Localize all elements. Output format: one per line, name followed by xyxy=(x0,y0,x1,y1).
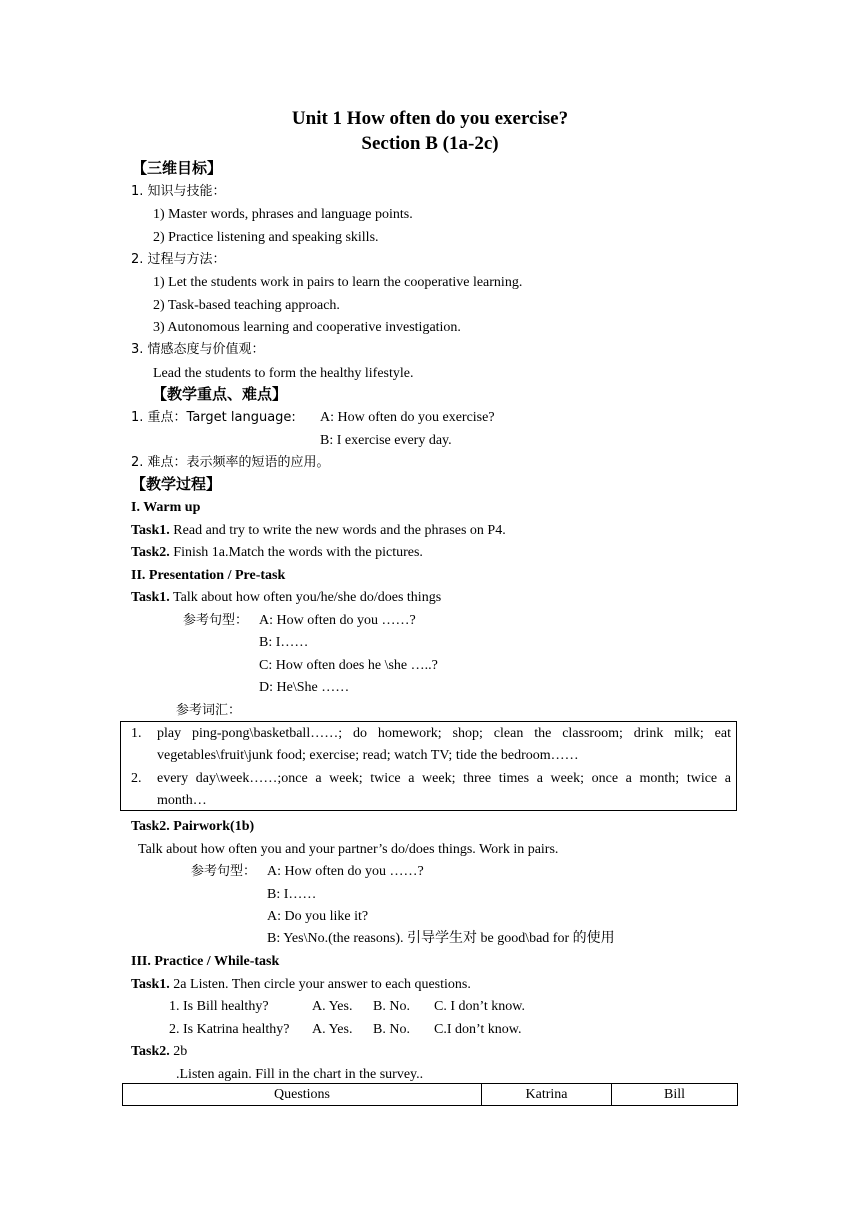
survey-table xyxy=(122,1083,738,1106)
task-text: 2a Listen. Then circle your answer to each questions. xyxy=(169,977,471,992)
vocab-item xyxy=(131,723,731,746)
vocab-number: 2. xyxy=(131,771,142,786)
column-header-bill: Bill xyxy=(612,1084,738,1106)
ref-sentence: A: Do you like it? xyxy=(267,909,369,924)
objectives-heading: 【三维目标】 xyxy=(132,159,223,177)
ref-sentence: B: I…… xyxy=(259,635,309,650)
practice-task1 xyxy=(131,975,471,995)
vocab-line: play ping-pong\basketball……; do homework; shop; clean the classroom; drink milk; eat xyxy=(157,726,731,741)
task-text: Talk about how often you/he/she do/does things xyxy=(169,590,442,605)
task-label: Task1. xyxy=(131,590,170,605)
process-method-label: 2. 过程与方法： xyxy=(131,252,226,267)
answer-option: A. Yes. xyxy=(312,1022,353,1037)
key-points-heading: 【教学重点、难点】 xyxy=(152,385,288,403)
ref-sentence: B: I…… xyxy=(267,887,317,902)
ref-sentence-label: 参考句型： xyxy=(191,864,257,879)
vocab-line: month… xyxy=(157,793,207,808)
ref-sentence: B: Yes\No.(the reasons). 引导学生对 be good\bad for 的使用 xyxy=(267,931,615,946)
ref-sentence: A: How often do you ……? xyxy=(259,613,416,628)
practice-heading: III. Practice / While-task xyxy=(131,954,280,969)
ref-sentence: C: How often does he \she …..? xyxy=(259,658,438,673)
answer-option: B. No. xyxy=(373,1022,410,1037)
task-label: Task2. xyxy=(131,545,170,560)
process-method-item: 1) Let the students work in pairs to learn the cooperative learning. xyxy=(153,275,523,290)
vocab-item-continued xyxy=(131,790,731,813)
page-subtitle: Section B (1a-2c) xyxy=(361,133,499,154)
process-method-item: 2) Task-based teaching approach. xyxy=(153,298,340,313)
ref-sentence: D: He\She …… xyxy=(259,680,350,695)
answer-option: A. Yes. xyxy=(312,999,353,1014)
vocab-line: every day\week……;once a week; twice a week; three times a week; once a month; twice a xyxy=(157,771,731,786)
answer-option: B. No. xyxy=(373,999,410,1014)
knowledge-item: 1) Master words, phrases and language points. xyxy=(153,207,413,222)
answer-option: C.I don’t know. xyxy=(434,1022,522,1037)
task-text: Read and try to write the new words and the phrases on P4. xyxy=(169,523,506,538)
emotion-label: 3. 情感态度与价值观： xyxy=(131,342,265,357)
task-label: Task1. xyxy=(131,523,170,538)
knowledge-item: 2) Practice listening and speaking skills. xyxy=(153,230,379,245)
vocab-box xyxy=(120,721,737,811)
task-text: Finish 1a.Match the words with the pictures. xyxy=(169,545,423,560)
pairwork-task-text: Talk about how often you and your partner’s do/does things. Work in pairs. xyxy=(138,842,559,857)
focus-label: 1. 重点：Target language: xyxy=(131,410,296,425)
task2-instruction: .Listen again. Fill in the chart in the survey.. xyxy=(176,1067,424,1082)
warm-up-heading: I. Warm up xyxy=(131,500,201,515)
warm-up-task2 xyxy=(131,543,423,563)
ref-sentence: A: How often do you ……? xyxy=(267,864,424,879)
practice-task2 xyxy=(131,1042,187,1062)
process-heading: 【教学过程】 xyxy=(131,475,222,493)
vocab-number: 1. xyxy=(131,726,142,741)
page-title: Unit 1 How often do you exercise? xyxy=(291,108,569,129)
warm-up-task1 xyxy=(131,521,506,541)
difficulty-text: 2. 难点：表示频率的短语的应用。 xyxy=(131,455,330,470)
pairwork-task-label: Task2. Pairwork(1b) xyxy=(131,819,255,834)
task-label: Task1. xyxy=(131,977,170,992)
task-text: 2b xyxy=(169,1044,188,1059)
column-header-questions: Questions xyxy=(123,1084,482,1106)
question-1: 1. Is Bill healthy? xyxy=(169,999,269,1014)
focus-sentence-b: B: I exercise every day. xyxy=(320,433,452,448)
question-2: 2. Is Katrina healthy? xyxy=(169,1022,290,1037)
focus-sentence-a: A: How often do you exercise? xyxy=(320,410,495,425)
answer-option: C. I don’t know. xyxy=(434,999,525,1014)
emotion-item: Lead the students to form the healthy lifestyle. xyxy=(153,366,414,381)
table-header-row xyxy=(123,1084,738,1106)
vocab-item xyxy=(131,768,731,791)
presentation-heading: II. Presentation / Pre-task xyxy=(131,568,286,583)
vocab-line: vegetables\fruit\junk food; exercise; read; watch TV; tide the bedroom…… xyxy=(157,748,579,763)
presentation-task1 xyxy=(131,588,441,608)
column-header-katrina: Katrina xyxy=(482,1084,612,1106)
knowledge-label: 1. 知识与技能： xyxy=(131,184,226,199)
ref-sentence-label: 参考句型： xyxy=(183,613,249,628)
task-label: Task2. xyxy=(131,1044,170,1059)
vocab-item-continued xyxy=(131,745,731,768)
ref-vocab-label: 参考词汇： xyxy=(176,703,242,718)
process-method-item: 3) Autonomous learning and cooperative investigation. xyxy=(153,320,461,335)
